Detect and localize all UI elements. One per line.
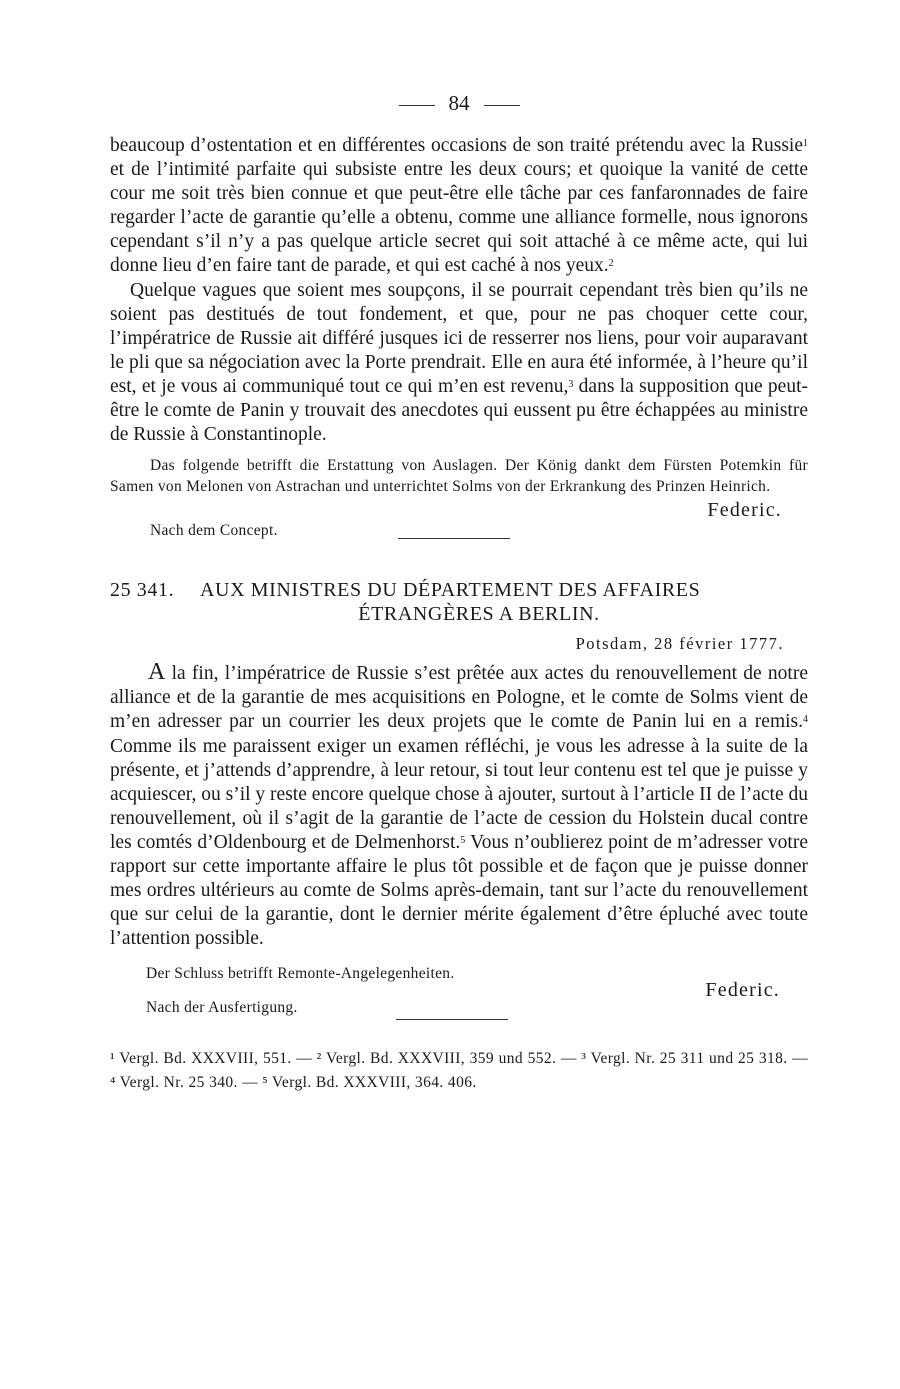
book-page <box>110 88 808 1095</box>
letter-body <box>110 660 808 951</box>
paragraph: beaucoup d’ostentation et en différentes occasions de son traité prétendu avec la Russie$^1$ et de l’intimité parfaite qui subsiste entre les deux cours; et quoique la vanité de cette cour me soit très bien connue et que peut-être elle tâche par ces fanfaronnades de faire regarder l’acte de garantie qu’elle a obtenu, comme une alliance formelle, nous ignorons cependant s’il n’y a pas quelque article secret qui soit attaché à ce même acte, qui lui donne lieu d’en faire tant de parade, et qui est caché à nos yeux.$^2$ <box>110 135 808 277</box>
page-number: 84 <box>448 91 470 115</box>
heading-line-1: AUX MINISTRES DU DÉPARTEMENT DES AFFAIRES <box>200 579 701 602</box>
header-rule-left <box>399 105 435 106</box>
source-note: Nach dem Concept. <box>150 522 278 540</box>
paragraph: Quelque vagues que soient mes soupçons, il se pourrait cependant très bien qu’ils ne soient pas destitués de tout fondement, et que, pour ne pas choquer cette cour, l’impératrice de Russie ait différé jusques ici de resserrer nos liens, pour voir auparavant le pli que sa négociation avec la Porte prendrait. Elle en aura été informée, à l’heure qu’il est, et je vous ai communiqué tout ce qui m’en est revenu,$^3$ dans la supposition que peut-être le comte de Panin y trouvait des anecdotes qui eussent pu être échappées au ministre de Russie à Constantinople. <box>110 279 808 446</box>
dateline: Potsdam, 28 février 1777. <box>575 634 784 654</box>
heading-line-2: ÉTRANGÈRES A BERLIN. <box>358 603 600 626</box>
separator-rule <box>396 1019 508 1020</box>
initial-letter: A <box>148 659 166 686</box>
source-note: Nach der Ausfertigung. <box>146 999 298 1017</box>
footnote-ref[interactable]: 5 <box>460 834 466 846</box>
paragraph: A la fin, l’impératrice de Russie s’est prêtée aux actes du renouvellement de notre alliance et de la garantie de mes acquisitions en Pologne, et le comte de Solms vient de m’en adresser par un courrier les deux projets que le comte de Panin lui en a remis.$^4$ Comme ils me paraissent exiger un examen réfléchi, je vous les adresse à la suite de la présente, et j’attends d’apprendre, à leur retour, si tout leur contenu est tel que je puisse y acquiescer, ou s’il y reste encore quelque chose à ajouter, surtout à l’article II de l’acte du renouvellement, où il s’agit de la garantie de l’acte de cession du Holstein ducal contre les comtés d’Oldenbourg et de Delmenhorst.$^5$ Vous n’oublierez point de m’adresser votre rapport sur cette importante affaire le plus tôt possible et de façon que je puisse donner mes ordres ultérieurs au comte de Solms après-demain, tant sur l’acte du renouvellement que sur celui de la garantie, dont le dernier mérite également d’être épluché avec toute l’attention possible. <box>110 659 808 950</box>
letter-continuation <box>110 134 808 447</box>
footnote-ref[interactable]: 2 <box>608 258 614 270</box>
source-row <box>110 522 808 548</box>
editorial-note: Das folgende betrifft die Erstattung von Auslagen. Der König dankt dem Fürsten Potemkin für Samen von Melonen von Astrachan und unterrichtet Solms von der Erkrankung des Prinzen Heinrich. <box>110 457 808 496</box>
footnote-ref[interactable]: 3 <box>568 378 574 390</box>
footnotes: ¹ Vergl. Bd. XXXVIII, 551. — ² Vergl. Bd. XXXVIII, 359 und 552. — ³ Vergl. Nr. 25 311 und 25 318. — ⁴ Vergl. Nr. 25 340. — ⁵ Vergl. Bd. XXXVIII, 364. 406. <box>110 1050 808 1092</box>
document-number: 25 341. <box>110 579 175 602</box>
letter-closing <box>110 959 808 1037</box>
header-rule-right <box>484 105 520 106</box>
editorial-note: Der Schluss betrifft Remonte-Angelegenheiten. <box>146 965 455 983</box>
footnote-ref[interactable]: 4 <box>803 714 808 726</box>
document-heading <box>110 578 808 626</box>
separator-rule <box>398 538 510 539</box>
signature: Federic. <box>707 499 782 522</box>
signature: Federic. <box>705 979 780 1002</box>
page-header <box>110 88 808 118</box>
footnote-ref[interactable]: 1 <box>803 138 808 149</box>
